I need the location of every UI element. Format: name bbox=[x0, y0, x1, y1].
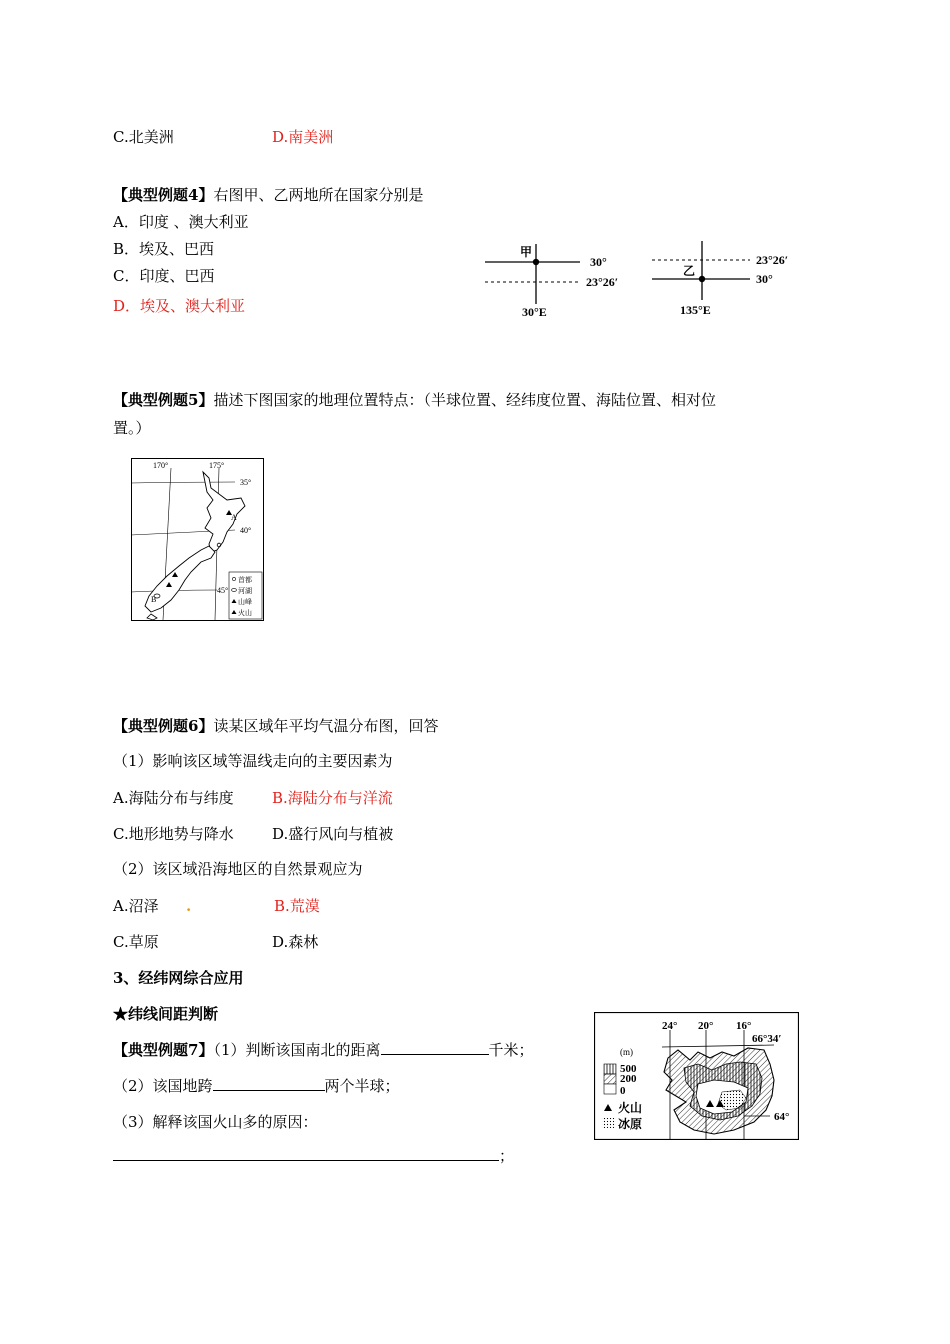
q6-s2-option-a: A.沼泽 bbox=[113, 897, 159, 915]
q5-lat-35: 35° bbox=[240, 478, 252, 487]
q5-question-1: 描述下图国家的地理位置特点：（半球位置、经纬度位置、海陆位置、相对位 bbox=[213, 391, 716, 409]
q7-legend-200: 200 bbox=[620, 1073, 637, 1085]
q6-s1-option-c: C.地形地势与降水 bbox=[113, 825, 234, 843]
q6-s1-option-a: A.海陆分布与纬度 bbox=[113, 789, 234, 807]
q6-sub1: （1）影响该区域等温线走向的主要因素为 bbox=[113, 752, 393, 770]
q7-country-map bbox=[594, 1012, 799, 1140]
q4-right-lon: 135°E bbox=[680, 303, 711, 317]
q7-distance-blank[interactable] bbox=[381, 1040, 489, 1055]
q6-tag: 【典型例题6】 bbox=[113, 717, 214, 735]
q6-s2-option-d: D.森林 bbox=[272, 933, 319, 951]
q4-option-d: D．埃及、澳大利亚 bbox=[113, 297, 246, 315]
section-title: 3、经纬网综合应用 bbox=[113, 969, 244, 987]
q5-country-map bbox=[131, 458, 264, 621]
q6-s2-option-c: C.草原 bbox=[113, 933, 159, 951]
q5-lat-40: 40° bbox=[240, 526, 252, 535]
q6-s2-option-b: B.荒漠 bbox=[274, 897, 320, 915]
q7-part2-text: （2）该国地跨 bbox=[113, 1077, 213, 1095]
q5-legend-lake: 河湖 bbox=[238, 587, 252, 595]
q7-lon-16: 16° bbox=[736, 1020, 752, 1032]
q4-point-yi: 乙 bbox=[683, 264, 696, 278]
q7-legend-ice: 冰原 bbox=[618, 1117, 643, 1131]
q5-lat-45: 45° bbox=[217, 586, 229, 595]
section-subtitle: ★纬线间距判断 bbox=[113, 1005, 219, 1023]
q7-part3: （3）解释该国火山多的原因： bbox=[113, 1113, 318, 1131]
q7-lat-arctic: 66°34′ bbox=[752, 1033, 782, 1045]
q7-lon-20: 20° bbox=[698, 1020, 714, 1032]
q7-part3-end: ； bbox=[499, 1147, 515, 1165]
q5-lon-175: 175° bbox=[209, 461, 225, 470]
q6-s1-option-b: B.海陆分布与洋流 bbox=[272, 789, 393, 807]
q7-legend-unit: (m) bbox=[620, 1047, 633, 1057]
q4-left-lon: 30°E bbox=[522, 305, 547, 319]
q5-stem-2: 置。） bbox=[113, 419, 151, 437]
q4-tag: 【典型例题4】 bbox=[113, 186, 214, 204]
q3-option-c: C.北美洲 bbox=[113, 128, 174, 146]
q4-option-a: A．印度 、澳大利亚 bbox=[113, 213, 249, 231]
q4-left-lat-30: 30° bbox=[590, 255, 607, 269]
q5-legend-peak: 山峰 bbox=[238, 598, 252, 606]
q4-option-c: C．印度、巴西 bbox=[113, 267, 215, 285]
q7-part1-unit: 千米； bbox=[488, 1041, 534, 1059]
q6-s2-dot: . bbox=[186, 897, 192, 915]
q7-legend-0: 0 bbox=[620, 1085, 626, 1097]
q7-part2-tail: 两个半球； bbox=[324, 1077, 400, 1095]
q6-sub2: （2）该区域沿海地区的自然景观应为 bbox=[113, 860, 363, 878]
q5-legend-volcano: 火山 bbox=[238, 609, 252, 617]
q4-left-lat-tropic: 23°26′ bbox=[586, 275, 619, 289]
q5-legend-capital: 首都 bbox=[238, 576, 252, 584]
q5-tag: 【典型例题5】 bbox=[113, 391, 214, 409]
q6-question: 读某区域年平均气温分布图，回答 bbox=[213, 717, 439, 735]
q5-label-a: A bbox=[231, 513, 237, 522]
q3-option-d: D.南美洲 bbox=[272, 128, 334, 146]
q4-latlon-figure bbox=[480, 238, 810, 323]
q4-point-jia: 甲 bbox=[520, 245, 533, 259]
q5-label-b: B bbox=[151, 595, 157, 604]
q6-stem bbox=[113, 716, 438, 736]
q7-lon-24: 24° bbox=[662, 1020, 678, 1032]
q4-right-lat-tropic: 23°26′ bbox=[756, 253, 789, 267]
q5-lon-170: 170° bbox=[153, 461, 169, 470]
q7-part1 bbox=[113, 1040, 534, 1060]
q5-stem bbox=[113, 390, 716, 410]
q7-part2 bbox=[113, 1076, 400, 1096]
q7-lat-64: 64° bbox=[774, 1111, 790, 1123]
q7-hemisphere-blank[interactable] bbox=[213, 1076, 325, 1091]
q7-legend-500: 500 bbox=[620, 1063, 637, 1075]
q4-question: 右图甲、乙两地所在国家分别是 bbox=[213, 186, 424, 204]
q7-tag: 【典型例题7】 bbox=[113, 1041, 214, 1059]
q4-right-lat-30: 30° bbox=[756, 272, 773, 286]
q7-reason-blank[interactable] bbox=[113, 1160, 499, 1161]
q4-option-b: B．埃及、巴西 bbox=[113, 240, 215, 258]
q7-legend-volcano: 火山 bbox=[618, 1101, 643, 1115]
q7-part1-text: （1）判断该国南北的距离 bbox=[213, 1041, 381, 1059]
q6-s1-option-d: D.盛行风向与植被 bbox=[272, 825, 394, 843]
q4-stem bbox=[113, 185, 423, 205]
